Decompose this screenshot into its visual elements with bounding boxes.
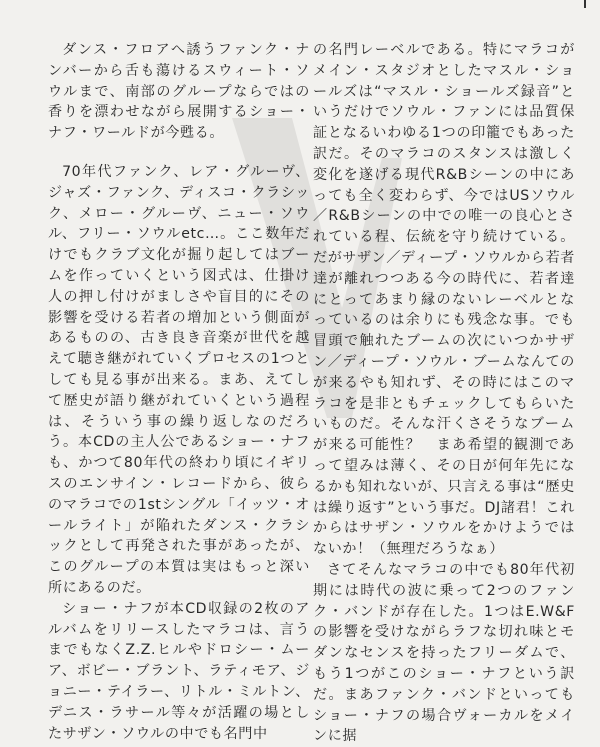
page-edge-mark	[584, 0, 586, 8]
intro-paragraph: ダンス・フロアへ誘うファンク・ナンバーから舌も蕩けるスウィート・ソウルまで、南部のグループならではの香りを漂わせながら展開するショー・ナフ・ワールドが今甦る。	[48, 42, 310, 142]
body-paragraph-muscle-shoals: の名門レーベルである。特にマラコがメイン・スタジオとしたマスル・ショールズは“マスル・ショールズ録音”というだけでソウル・ファンには品質保証となるいわゆる1つの印籠でもあった訳だ。そのマラコのスタンスは激しく変化を遂げる現代R&Bシーンの中にあっても全く変わらず、今ではUSソウル／R&Bシーンの中での唯一の良心とされている程、伝統を守り続けている。だがサザン／ディープ・ソウルから若者達が離れつつある今の時代に、若者達にとってあまり縁のないレーベルとなっているのは余りにも残念な事。でも冒頭で触れたブームの次にいつかサザン／ディープ・ソウル・ブームなんてのが来るやも知れず、その時にはこのマラコを是非ともチェックしてもらいたいものだ。そんな汗くさそうなブームが来る可能性？ まあ希望的観測であって望みは薄く、その日が何年先になるかも知れないが、只言える事は“歴史は繰り返す”という事だ。DJ諸君！これからはサザン・ソウルをかけようではないか！（無理だろうなぁ）	[313, 42, 575, 558]
right-text-column	[313, 40, 575, 747]
left-text-column	[48, 40, 310, 744]
body-paragraph-malaco: ショー・ナフが本CD収録の2枚のアルバムをリリースしたマラコは、言うまでもなくZ.Z.ヒルやドロシー・ムーア、ボビー・ブラント、ラティモア、ジョニー・テイラー、リトル・ミルトン、デニス・ラサール等々が活躍の場としたサザン・ソウルの中でも名門中	[48, 600, 310, 742]
body-paragraph-funk-bands: さてそんなマラコの中でも80年代初期には時代の波に乗って2つのファンク・バンドが存在した。1つはE.W&Fの影響を受けながらラフな切れ味とモダンなセンスを持ったフリーダムで、もう1つがこのショー・ナフという訳だ。まあファンク・バンドといってもショー・ナフの場合ヴォーカルをメインに据	[313, 561, 575, 745]
body-paragraph-funk-history: 70年代ファンク、レア・グルーヴ、ジャズ・ファンク、ディスコ・クラシック、メロー・グルーヴ、ニュー・ソウル、フリー・ソウルetc…。ここ数年だけでもクラブ文化が掘り起してはブームを作っていくという図式は、仕掛け人の押し付けがましさや盲目的にその影響を受ける若者の増加という側面があるものの、古き良き音楽が世代を越えて聴き継がれていくプロセスの1つとしても見る事が出来る。まあ、えてして歴史が語り継がれていくという過程は、そういう事の繰り返しなのだろう。本CDの主人公であるショー・ナフも、かつて80年代の終わり頃にイギリスのエンサイン・レコードから、彼らのマラコでの1stシングル「イッツ・オールライト」が陥れたダンス・クラシックとして再発された事があったが、このグループの本質は実はもっと深い所にあるのだ。	[48, 163, 310, 596]
